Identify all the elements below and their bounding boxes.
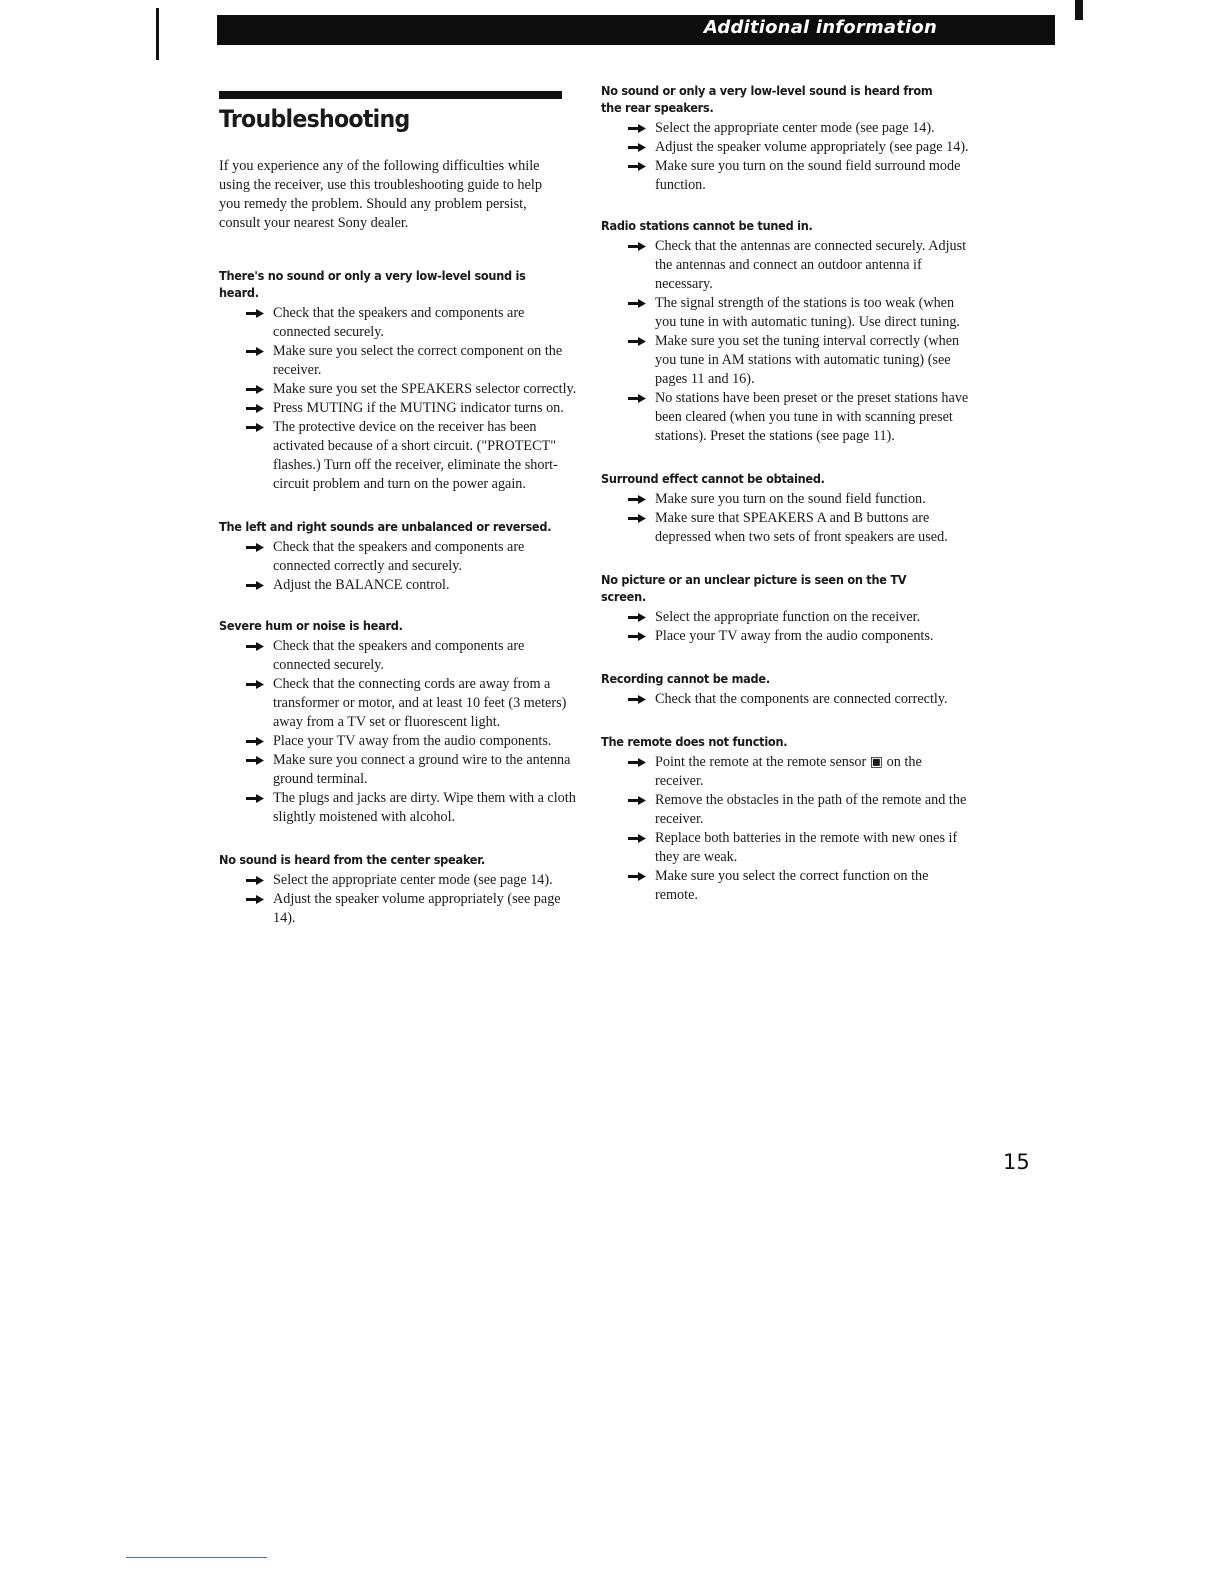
remedy-text: Check that the speakers and components are connected correctly and securely. <box>273 539 525 574</box>
remedy-item <box>219 890 579 928</box>
arrow-icon <box>628 695 646 704</box>
section-heading: Radio stations cannot be tuned in. <box>601 218 813 233</box>
arrow-icon <box>246 385 264 394</box>
remedy-text: Make sure you set the SPEAKERS selector correctly. <box>273 381 577 397</box>
troubleshooting-section <box>219 267 579 494</box>
arrow-icon <box>628 495 646 504</box>
remedy-text: Place your TV away from the audio components. <box>273 733 552 749</box>
remedy-item <box>601 867 971 905</box>
right-sections <box>601 82 971 905</box>
arrow-icon <box>246 309 264 318</box>
troubleshooting-section <box>601 470 971 547</box>
arrow-icon <box>246 756 264 765</box>
remedy-item <box>601 791 971 829</box>
section-heading: Surround effect cannot be obtained. <box>601 471 825 486</box>
remedy-list <box>601 119 971 195</box>
arrow-icon <box>246 876 264 885</box>
arrow-icon <box>628 834 646 843</box>
arrow-icon <box>628 299 646 308</box>
remedy-item <box>601 237 971 294</box>
arrow-icon <box>246 895 264 904</box>
remedy-item <box>601 509 971 547</box>
arrow-icon <box>628 394 646 403</box>
troubleshooting-section <box>601 571 971 646</box>
title-rule <box>219 91 562 99</box>
remedy-list <box>219 637 579 827</box>
arrow-icon <box>246 423 264 432</box>
remedy-text: Make sure that SPEAKERS A and B buttons are depressed when two sets of front speakers are used. <box>655 510 948 545</box>
remedy-text: Make sure you set the tuning interval correctly (when you tune in AM stations with automatic tuning) (see pages 11 and 16). <box>655 333 960 387</box>
arrow-icon <box>246 543 264 552</box>
remedy-text: The signal strength of the stations is too weak (when you tune in with automatic tuning). Use direct tuning. <box>655 295 960 330</box>
remedy-item <box>219 399 579 418</box>
arrow-icon <box>246 404 264 413</box>
remedy-list <box>219 538 579 595</box>
remedy-item <box>219 342 579 380</box>
remedy-item <box>601 138 971 157</box>
remedy-item <box>601 608 971 627</box>
remedy-list <box>601 753 971 905</box>
arrow-icon <box>628 242 646 251</box>
troubleshooting-section <box>601 217 971 446</box>
troubleshooting-section <box>601 82 971 195</box>
remedy-text: Check that the speakers and components are connected securely. <box>273 305 525 340</box>
remedy-list <box>219 304 579 494</box>
arrow-icon <box>628 514 646 523</box>
remedy-item <box>219 675 579 732</box>
arrow-icon <box>246 794 264 803</box>
remedy-text: Check that the speakers and components are connected securely. <box>273 638 525 673</box>
arrow-icon <box>628 632 646 641</box>
remedy-text: Adjust the speaker volume appropriately (see page 14). <box>273 891 561 926</box>
right-edge-mark <box>1075 0 1083 20</box>
remedy-item <box>219 871 579 890</box>
left-sections <box>219 267 579 928</box>
remedy-text: Place your TV away from the audio components. <box>655 628 934 644</box>
remedy-text: Adjust the speaker volume appropriately (see page 14). <box>655 139 969 155</box>
remedy-text: Make sure you connect a ground wire to the antenna ground terminal. <box>273 752 571 787</box>
section-heading: Recording cannot be made. <box>601 671 770 686</box>
section-heading: No sound or only a very low-level sound is heard from the rear speakers. <box>601 83 933 115</box>
remedy-text: Make sure you turn on the sound field function. <box>655 491 926 507</box>
remedy-item <box>601 753 971 791</box>
remedy-text: Point the remote at the remote sensor ▣ on the receiver. <box>655 754 922 789</box>
remedy-item <box>219 637 579 675</box>
section-heading: No sound is heard from the center speaker. <box>219 852 485 867</box>
remedy-text: Remove the obstacles in the path of the remote and the receiver. <box>655 792 967 827</box>
remedy-text: Make sure you select the correct component on the receiver. <box>273 343 563 378</box>
remedy-list <box>601 690 971 709</box>
remedy-text: The plugs and jacks are dirty. Wipe them with a cloth slightly moistened with alcohol. <box>273 790 576 825</box>
page-number: 15 <box>1003 1150 1030 1174</box>
section-heading: The left and right sounds are unbalanced or reversed. <box>219 519 552 534</box>
remedy-item <box>219 751 579 789</box>
remedy-item <box>601 690 971 709</box>
remedy-text: Replace both batteries in the remote with new ones if they are weak. <box>655 830 958 865</box>
remedy-list <box>219 871 579 928</box>
troubleshooting-section <box>219 518 579 595</box>
remedy-text: Adjust the BALANCE control. <box>273 577 450 593</box>
arrow-icon <box>628 758 646 767</box>
remedy-text: Select the appropriate center mode (see page 14). <box>273 872 553 888</box>
section-heading: Severe hum or noise is heard. <box>219 618 403 633</box>
remedy-item <box>601 627 971 646</box>
remedy-item <box>219 380 579 399</box>
remedy-item <box>601 157 971 195</box>
remedy-item <box>601 332 971 389</box>
troubleshooting-section <box>601 670 971 709</box>
header-bar <box>217 15 1055 45</box>
remedy-text: Make sure you turn on the sound field surround mode function. <box>655 158 961 193</box>
remedy-text: Check that the antennas are connected securely. Adjust the antennas and connect an outdoor antenna if necessary. <box>655 238 967 292</box>
remedy-list <box>601 237 971 446</box>
intro-paragraph: If you experience any of the following difficulties while using the receiver, use this troubleshooting guide to help you remedy the problem. Should any problem persist, consult your nearest Sony dealer. <box>219 158 543 231</box>
remedy-item <box>601 389 971 446</box>
section-heading: There's no sound or only a very low-level sound is heard. <box>219 268 526 300</box>
remedy-item <box>219 789 579 827</box>
arrow-icon <box>246 347 264 356</box>
troubleshooting-section <box>219 851 579 928</box>
remedy-item <box>219 732 579 751</box>
arrow-icon <box>628 872 646 881</box>
remedy-text: Select the appropriate center mode (see page 14). <box>655 120 935 136</box>
remedy-text: Select the appropriate function on the receiver. <box>655 609 921 625</box>
arrow-icon <box>246 581 264 590</box>
remedy-text: Check that the connecting cords are away from a transformer or motor, and at least 10 feet (3 meters) away from a TV set or fluorescent light. <box>273 676 567 730</box>
remedy-text: Press MUTING if the MUTING indicator turns on. <box>273 400 564 416</box>
left-column <box>219 91 579 928</box>
bottom-rule <box>126 1557 267 1558</box>
remedy-item <box>601 490 971 509</box>
remedy-text: No stations have been preset or the preset stations have been cleared (when you tune in with scanning preset stations). Preset the stations (see page 11). <box>655 390 969 444</box>
remedy-list <box>601 490 971 547</box>
remedy-item <box>219 304 579 342</box>
arrow-icon <box>246 737 264 746</box>
arrow-icon <box>628 124 646 133</box>
arrow-icon <box>628 337 646 346</box>
arrow-icon <box>628 162 646 171</box>
right-column <box>601 82 971 905</box>
left-edge-mark <box>156 8 159 60</box>
remedy-item <box>219 538 579 576</box>
remedy-text: Check that the components are connected correctly. <box>655 691 948 707</box>
remedy-text: The protective device on the receiver has been activated because of a short circuit. ("PROTECT" flashes.) Turn off the receiver, eliminate the short-circuit problem and turn on the power again. <box>273 419 558 492</box>
remedy-item <box>601 119 971 138</box>
arrow-icon <box>628 613 646 622</box>
page-title: Troubleshooting <box>219 105 410 133</box>
arrow-icon <box>628 796 646 805</box>
section-heading: The remote does not function. <box>601 734 788 749</box>
remedy-item <box>219 576 579 595</box>
header-title: Additional information <box>703 17 937 38</box>
remedy-item <box>601 829 971 867</box>
remedy-list <box>601 608 971 646</box>
arrow-icon <box>246 642 264 651</box>
section-heading: No picture or an unclear picture is seen on the TV screen. <box>601 572 907 604</box>
remedy-item <box>601 294 971 332</box>
arrow-icon <box>628 143 646 152</box>
remedy-text: Make sure you select the correct function on the remote. <box>655 868 929 903</box>
troubleshooting-section <box>219 617 579 827</box>
remedy-item <box>219 418 579 494</box>
troubleshooting-section <box>601 733 971 905</box>
arrow-icon <box>246 680 264 689</box>
